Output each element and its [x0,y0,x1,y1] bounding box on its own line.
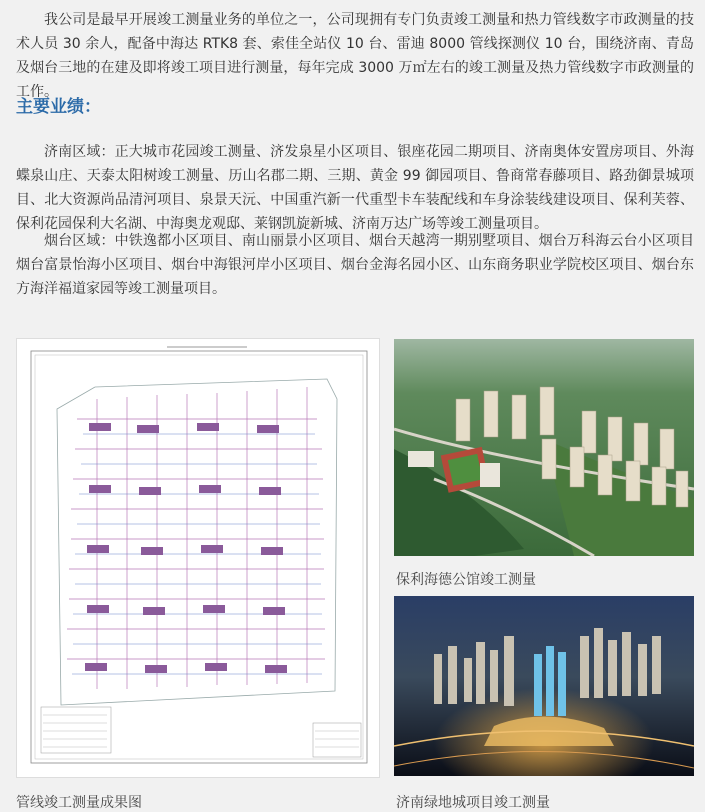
pipeline-survey-drawing [16,338,380,778]
aerial-photo-graphic [394,339,694,556]
survey-drawing-graphic [17,339,379,777]
night-photo-graphic [394,596,694,776]
section-heading: 主要业绩： [16,97,101,117]
drawing-caption: 管线竣工测量成果图 [16,795,142,811]
jinan-greenland-night-photo [394,596,694,776]
photo1-caption: 保利海德公馆竣工测量 [396,572,536,588]
yantai-projects-paragraph: 烟台区域：中铁逸都小区项目、南山丽景小区项目、烟台天越湾一期别墅项目、烟台万科海云台小区项目烟台富景怡海小区项目、烟台中海银河岸小区项目、烟台金海名园小区、山东商务职业学院校区项目、烟台东方海洋福道家园等竣工测量项目。 [16,233,694,297]
intro-paragraph: 我公司是最早开展竣工测量业务的单位之一，公司现拥有专门负责竣工测量和热力管线数字市政测量的技术人员 30 余人，配备中海达 RTK8 套、索佳全站仪 10 台、雷迪 8000 管线探测仪 10 台，围绕济南、青岛及烟台三地的在建及即将竣工项目进行测量，每年完成 3000 万㎡左右的竣工测量及热力管线数字市政测量的工作。 [16,12,694,100]
jinan-projects-paragraph: 济南区域：正大城市花园竣工测量、济发泉星小区项目、银座花园二期项目、济南奥体安置房项目、外海蝶泉山庄、天泰太阳树竣工测量、历山名郡二期、三期、黄金 99 御园项目、鲁商常春藤项目、路劲御景城项目、北大资源尚品清河项目、泉景天沅、中国重汽新一代重型卡车装配线和车身涂装线建设项目、保利芙蓉、保利花园保利大名湖、中海奥龙观邸、莱钢凯旋新城、济南万达广场等竣工测量项目。 [16,144,694,232]
photo2-caption: 济南绿地城项目竣工测量 [396,795,550,811]
poly-haide-aerial-photo [394,339,694,556]
